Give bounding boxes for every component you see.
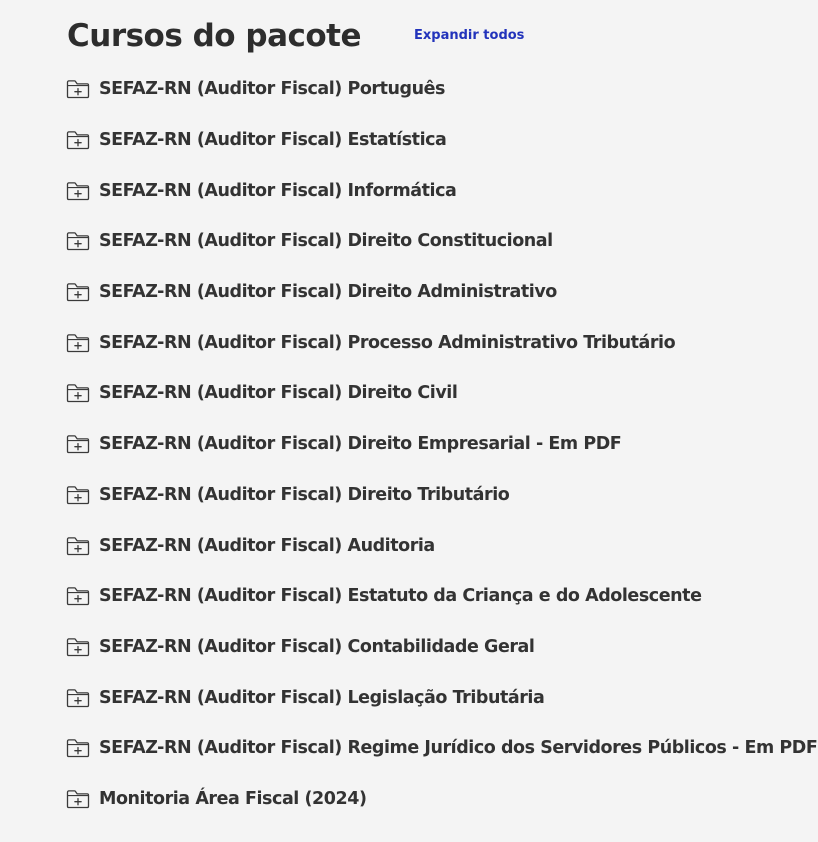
folder-plus-icon[interactable] — [66, 333, 90, 353]
folder-plus-icon[interactable] — [66, 231, 90, 251]
course-item[interactable] — [66, 723, 818, 774]
course-title: SEFAZ-RN (Auditor Fiscal) Estatística — [99, 130, 447, 151]
course-item[interactable] — [66, 267, 806, 318]
course-item[interactable] — [66, 470, 806, 521]
course-title: Monitoria Área Fiscal (2024) — [99, 788, 367, 809]
course-title: SEFAZ-RN (Auditor Fiscal) Direito Tributário — [99, 484, 510, 505]
course-title: SEFAZ-RN (Auditor Fiscal) Direito Empresarial - Em PDF — [99, 434, 622, 455]
course-item[interactable] — [66, 368, 806, 419]
course-item[interactable] — [66, 622, 806, 673]
course-title: SEFAZ-RN (Auditor Fiscal) Auditoria — [99, 535, 435, 556]
folder-plus-icon[interactable] — [66, 79, 90, 99]
course-item[interactable] — [66, 317, 806, 368]
course-item[interactable] — [66, 672, 806, 723]
section-header — [67, 14, 787, 58]
folder-plus-icon[interactable] — [66, 586, 90, 606]
course-title: SEFAZ-RN (Auditor Fiscal) Legislação Tributária — [99, 687, 545, 708]
folder-plus-icon[interactable] — [66, 383, 90, 403]
course-item[interactable] — [66, 64, 806, 115]
course-title: SEFAZ-RN (Auditor Fiscal) Estatuto da Criança e do Adolescente — [99, 586, 702, 607]
folder-plus-icon[interactable] — [66, 282, 90, 302]
course-item[interactable] — [66, 165, 806, 216]
course-item[interactable] — [66, 216, 806, 267]
folder-plus-icon[interactable] — [66, 688, 90, 708]
folder-plus-icon[interactable] — [66, 181, 90, 201]
expand-all-link[interactable]: Expandir todos — [414, 28, 525, 43]
course-item[interactable] — [66, 419, 806, 470]
folder-plus-icon[interactable] — [66, 738, 90, 758]
section-title: Cursos do pacote — [67, 18, 362, 54]
course-title: SEFAZ-RN (Auditor Fiscal) Direito Constitucional — [99, 231, 553, 252]
folder-plus-icon[interactable] — [66, 485, 90, 505]
course-item[interactable] — [66, 115, 806, 166]
course-item[interactable] — [66, 520, 806, 571]
course-title: SEFAZ-RN (Auditor Fiscal) Direito Civil — [99, 383, 458, 404]
course-title: SEFAZ-RN (Auditor Fiscal) Português — [99, 79, 446, 100]
folder-plus-icon[interactable] — [66, 536, 90, 556]
course-item[interactable] — [66, 571, 806, 622]
folder-plus-icon[interactable] — [66, 789, 90, 809]
course-title: SEFAZ-RN (Auditor Fiscal) Direito Administrativo — [99, 282, 557, 303]
course-item[interactable] — [66, 774, 806, 825]
course-title: SEFAZ-RN (Auditor Fiscal) Processo Administrativo Tributário — [99, 332, 676, 353]
folder-plus-icon[interactable] — [66, 130, 90, 150]
course-title: SEFAZ-RN (Auditor Fiscal) Contabilidade Geral — [99, 636, 535, 657]
course-list — [66, 64, 818, 824]
course-title: SEFAZ-RN (Auditor Fiscal) Informática — [99, 180, 457, 201]
course-title: SEFAZ-RN (Auditor Fiscal) Regime Jurídico dos Servidores Públicos - Em PDF — [99, 738, 818, 759]
folder-plus-icon[interactable] — [66, 434, 90, 454]
folder-plus-icon[interactable] — [66, 637, 90, 657]
